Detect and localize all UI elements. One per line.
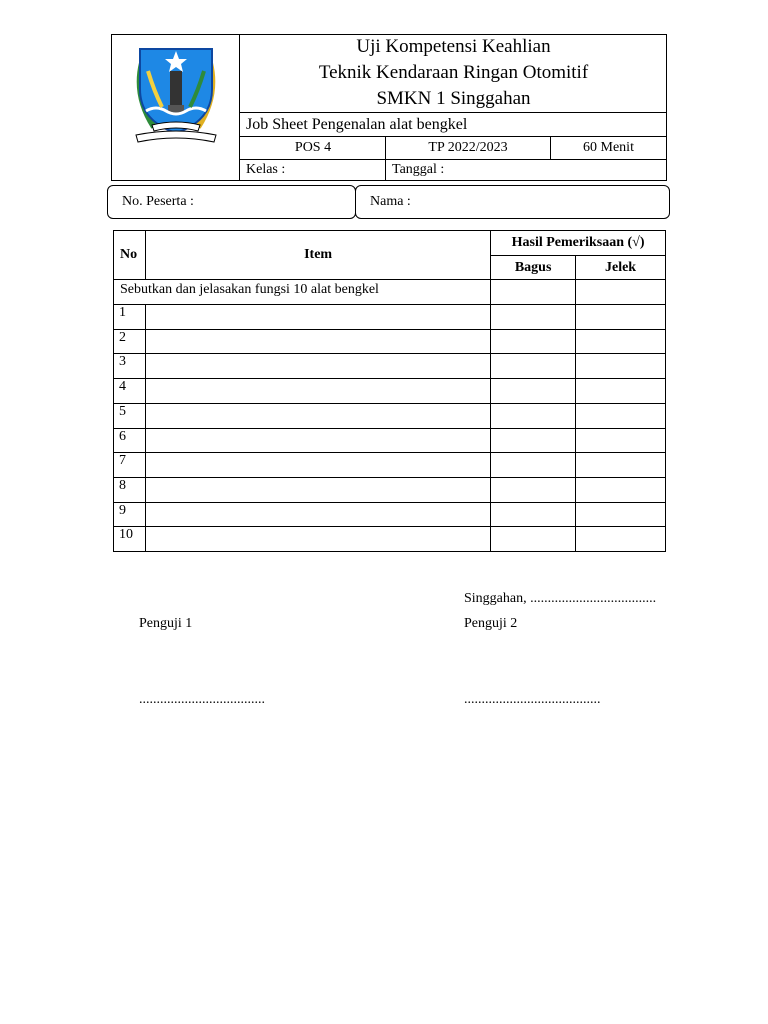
jelek-cell[interactable] [576, 428, 666, 453]
bagus-cell[interactable] [491, 305, 576, 330]
table-row [114, 379, 666, 404]
penguji-1-label: Penguji 1 [139, 616, 193, 631]
item-cell[interactable] [145, 379, 490, 404]
item-cell[interactable] [145, 477, 490, 502]
tanggal-label: Tanggal : [392, 162, 445, 177]
item-cell[interactable] [145, 354, 490, 379]
bagus-cell[interactable] [491, 502, 576, 527]
item-cell[interactable] [145, 527, 490, 552]
table-row [114, 403, 666, 428]
row-number: 6 [114, 428, 146, 453]
bagus-cell[interactable] [491, 403, 576, 428]
row-number: 8 [114, 477, 146, 502]
table-row [114, 502, 666, 527]
item-cell[interactable] [145, 453, 490, 478]
jelek-cell[interactable] [576, 502, 666, 527]
no-peserta-box[interactable] [107, 185, 356, 219]
col-jelek-header: Jelek [576, 255, 666, 280]
instruction-row [114, 280, 666, 305]
jelek-cell[interactable] [576, 305, 666, 330]
place-date: Singgahan, .................................... [464, 591, 657, 606]
job-sheet-title: Job Sheet Pengenalan alat bengkel [246, 116, 468, 133]
jelek-cell[interactable] [576, 453, 666, 478]
header-title-line-3: SMKN 1 Singgahan [376, 88, 531, 109]
table-row [114, 477, 666, 502]
table-row [114, 527, 666, 552]
bagus-cell[interactable] [491, 280, 576, 305]
header-title-line-2: Teknik Kendaraan Ringan Otomitif [318, 62, 589, 83]
east-java-emblem-logo [132, 41, 220, 149]
row-number: 4 [114, 379, 146, 404]
jelek-cell[interactable] [576, 280, 666, 305]
bagus-cell[interactable] [491, 329, 576, 354]
row-number: 3 [114, 354, 146, 379]
table-row [114, 329, 666, 354]
duration-label: 60 Menit [583, 140, 634, 155]
header-title-line-1: Uji Kompetensi Keahlian [356, 36, 551, 57]
penguji-2-signature-line: ....................................... [464, 692, 601, 707]
divider [240, 112, 666, 113]
row-number: 1 [114, 305, 146, 330]
jelek-cell[interactable] [576, 379, 666, 404]
tp-label: TP 2022/2023 [428, 140, 508, 155]
jelek-cell[interactable] [576, 477, 666, 502]
row-number: 9 [114, 502, 146, 527]
item-cell[interactable] [145, 502, 490, 527]
nama-label: Nama : [370, 194, 411, 209]
col-no-header: No [114, 231, 146, 280]
col-hasil-header: Hasil Pemeriksaan (√) [491, 231, 666, 256]
row-number: 5 [114, 403, 146, 428]
col-item-header: Item [145, 231, 490, 280]
logo-cell [112, 35, 240, 180]
kelas-label: Kelas : [246, 162, 286, 177]
penguji-2-label: Penguji 2 [464, 616, 518, 631]
bagus-cell[interactable] [491, 379, 576, 404]
bagus-cell[interactable] [491, 527, 576, 552]
nama-box[interactable] [355, 185, 670, 219]
penguji-1-signature-line: .................................... [139, 692, 265, 707]
item-cell[interactable] [145, 428, 490, 453]
row-number: 10 [114, 527, 146, 552]
bagus-cell[interactable] [491, 428, 576, 453]
pos-label: POS 4 [294, 140, 332, 155]
bagus-cell[interactable] [491, 354, 576, 379]
bagus-cell[interactable] [491, 453, 576, 478]
instruction-text: Sebutkan dan jelasakan fungsi 10 alat bengkel [114, 280, 491, 305]
jelek-cell[interactable] [576, 354, 666, 379]
jelek-cell[interactable] [576, 403, 666, 428]
inspection-table [113, 230, 666, 552]
item-cell[interactable] [145, 329, 490, 354]
row-number: 2 [114, 329, 146, 354]
table-row [114, 428, 666, 453]
jelek-cell[interactable] [576, 329, 666, 354]
divider [240, 159, 666, 160]
bagus-cell[interactable] [491, 477, 576, 502]
item-cell[interactable] [145, 403, 490, 428]
no-peserta-label: No. Peserta : [122, 194, 194, 209]
row-number: 7 [114, 453, 146, 478]
divider [240, 136, 666, 137]
col-bagus-header: Bagus [491, 255, 576, 280]
table-row [114, 305, 666, 330]
item-cell[interactable] [145, 305, 490, 330]
header-box [111, 34, 667, 181]
table-row [114, 354, 666, 379]
jelek-cell[interactable] [576, 527, 666, 552]
table-row [114, 453, 666, 478]
